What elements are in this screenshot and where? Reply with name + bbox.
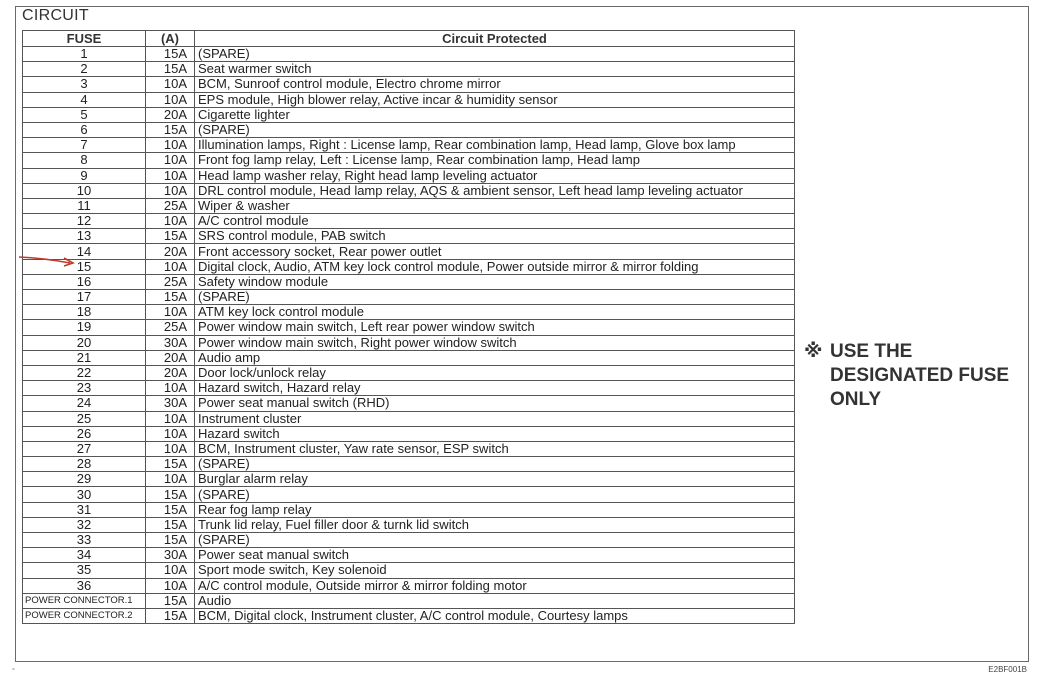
note-line-2: DESIGNATED FUSE xyxy=(830,365,1010,386)
fuse-cell: 28 xyxy=(23,457,146,472)
fuse-cell: 13 xyxy=(23,229,146,244)
amp-cell: 10A xyxy=(146,214,195,229)
column-header-amp: (A) xyxy=(146,31,195,47)
fuse-cell: 8 xyxy=(23,153,146,168)
table-row xyxy=(23,457,795,472)
table-row xyxy=(23,274,795,289)
table-row xyxy=(23,502,795,517)
amp-cell: 10A xyxy=(146,578,195,593)
circuit-cell: Rear fog lamp relay xyxy=(195,502,795,517)
fuse-cell: 27 xyxy=(23,441,146,456)
fuse-cell: 22 xyxy=(23,365,146,380)
fuse-cell: 6 xyxy=(23,122,146,137)
circuit-cell: (SPARE) xyxy=(195,457,795,472)
circuit-cell: Digital clock, Audio, ATM key lock control module, Power outside mirror & mirror folding xyxy=(195,259,795,274)
fuse-cell: 26 xyxy=(23,426,146,441)
circuit-cell: (SPARE) xyxy=(195,290,795,305)
circuit-cell: BCM, Digital clock, Instrument cluster, A/C control module, Courtesy lamps xyxy=(195,608,795,623)
circuit-cell: BCM, Instrument cluster, Yaw rate sensor, ESP switch xyxy=(195,441,795,456)
table-row xyxy=(23,62,795,77)
circuit-cell: BCM, Sunroof control module, Electro chrome mirror xyxy=(195,77,795,92)
table-row xyxy=(23,593,795,608)
amp-cell: 15A xyxy=(146,290,195,305)
table-row xyxy=(23,517,795,532)
table-row xyxy=(23,396,795,411)
circuit-cell: Audio amp xyxy=(195,350,795,365)
circuit-cell: Front fog lamp relay, Left : License lamp, Rear combination lamp, Head lamp xyxy=(195,153,795,168)
circuit-cell: Sport mode switch, Key solenoid xyxy=(195,563,795,578)
amp-cell: 10A xyxy=(146,92,195,107)
amp-cell: 10A xyxy=(146,138,195,153)
fuse-cell: 35 xyxy=(23,563,146,578)
circuit-cell: (SPARE) xyxy=(195,533,795,548)
amp-cell: 20A xyxy=(146,107,195,122)
figure-code: E2BF001B xyxy=(988,665,1027,674)
fuse-cell: 2 xyxy=(23,62,146,77)
circuit-cell: A/C control module, Outside mirror & mirror folding motor xyxy=(195,578,795,593)
circuit-cell: Audio xyxy=(195,593,795,608)
amp-cell: 15A xyxy=(146,608,195,623)
table-row xyxy=(23,441,795,456)
fuse-cell: 20 xyxy=(23,335,146,350)
table-row xyxy=(23,47,795,62)
circuit-cell: Illumination lamps, Right : License lamp, Rear combination lamp, Head lamp, Glove box lamp xyxy=(195,138,795,153)
amp-cell: 30A xyxy=(146,335,195,350)
circuit-cell: Power seat manual switch (RHD) xyxy=(195,396,795,411)
table-row xyxy=(23,214,795,229)
table-row xyxy=(23,290,795,305)
fuse-cell: 17 xyxy=(23,290,146,305)
fuse-cell: 10 xyxy=(23,183,146,198)
fuse-cell: 15 xyxy=(23,259,146,274)
circuit-cell: Front accessory socket, Rear power outlet xyxy=(195,244,795,259)
fuse-cell: 12 xyxy=(23,214,146,229)
table-row xyxy=(23,229,795,244)
circuit-cell: (SPARE) xyxy=(195,122,795,137)
amp-cell: 15A xyxy=(146,593,195,608)
table-row xyxy=(23,168,795,183)
amp-cell: 10A xyxy=(146,305,195,320)
circuit-cell: Burglar alarm relay xyxy=(195,472,795,487)
fuse-cell: 23 xyxy=(23,381,146,396)
fuse-cell: 18 xyxy=(23,305,146,320)
table-row xyxy=(23,381,795,396)
table-row xyxy=(23,578,795,593)
fuse-cell: 25 xyxy=(23,411,146,426)
fuse-cell: 33 xyxy=(23,533,146,548)
fuse-note xyxy=(804,340,1009,412)
column-header-fuse: FUSE xyxy=(23,31,146,47)
fuse-cell: 1 xyxy=(23,47,146,62)
circuit-cell: Power seat manual switch xyxy=(195,548,795,563)
fuse-cell: 19 xyxy=(23,320,146,335)
circuit-cell: Safety window module xyxy=(195,274,795,289)
table-row xyxy=(23,77,795,92)
table-row xyxy=(23,153,795,168)
table-row xyxy=(23,107,795,122)
amp-cell: 10A xyxy=(146,563,195,578)
fuse-cell: 5 xyxy=(23,107,146,122)
amp-cell: 10A xyxy=(146,472,195,487)
amp-cell: 15A xyxy=(146,122,195,137)
amp-cell: 10A xyxy=(146,411,195,426)
circuit-cell: A/C control module xyxy=(195,214,795,229)
fuse-cell: 11 xyxy=(23,198,146,213)
table-row xyxy=(23,138,795,153)
fuse-table xyxy=(22,30,795,624)
fuse-cell: 14 xyxy=(23,244,146,259)
fuse-cell: 24 xyxy=(23,396,146,411)
fuse-cell: 34 xyxy=(23,548,146,563)
amp-cell: 10A xyxy=(146,259,195,274)
fuse-cell: 36 xyxy=(23,578,146,593)
table-row xyxy=(23,335,795,350)
table-row xyxy=(23,92,795,107)
circuit-cell: (SPARE) xyxy=(195,487,795,502)
amp-cell: 30A xyxy=(146,396,195,411)
circuit-cell: Door lock/unlock relay xyxy=(195,365,795,380)
amp-cell: 15A xyxy=(146,517,195,532)
table-row xyxy=(23,487,795,502)
table-row xyxy=(23,350,795,365)
table-row xyxy=(23,198,795,213)
fuse-cell: POWER CONNECTOR.1 xyxy=(23,593,146,608)
circuit-cell: ATM key lock control module xyxy=(195,305,795,320)
table-row xyxy=(23,411,795,426)
amp-cell: 10A xyxy=(146,441,195,456)
fuse-cell: 3 xyxy=(23,77,146,92)
amp-cell: 25A xyxy=(146,320,195,335)
amp-cell: 15A xyxy=(146,533,195,548)
fuse-cell: 31 xyxy=(23,502,146,517)
table-header-row xyxy=(23,31,795,47)
amp-cell: 25A xyxy=(146,274,195,289)
amp-cell: 15A xyxy=(146,62,195,77)
amp-cell: 15A xyxy=(146,229,195,244)
table-row xyxy=(23,320,795,335)
amp-cell: 15A xyxy=(146,487,195,502)
circuit-cell: Cigarette lighter xyxy=(195,107,795,122)
circuit-cell: Head lamp washer relay, Right head lamp leveling actuator xyxy=(195,168,795,183)
table-row xyxy=(23,472,795,487)
amp-cell: 25A xyxy=(146,198,195,213)
table-row xyxy=(23,563,795,578)
amp-cell: 10A xyxy=(146,77,195,92)
circuit-cell: Wiper & washer xyxy=(195,198,795,213)
table-row xyxy=(23,259,795,274)
circuit-cell: Power window main switch, Right power window switch xyxy=(195,335,795,350)
circuit-cell: SRS control module, PAB switch xyxy=(195,229,795,244)
fuse-cell: 30 xyxy=(23,487,146,502)
table-row xyxy=(23,608,795,623)
table-row xyxy=(23,548,795,563)
amp-cell: 10A xyxy=(146,183,195,198)
fuse-cell: 29 xyxy=(23,472,146,487)
table-row xyxy=(23,183,795,198)
circuit-cell: (SPARE) xyxy=(195,47,795,62)
circuit-heading: CIRCUIT xyxy=(22,7,89,24)
fuse-cell: 9 xyxy=(23,168,146,183)
column-header-circuit: Circuit Protected xyxy=(195,31,795,47)
fuse-cell: 4 xyxy=(23,92,146,107)
amp-cell: 15A xyxy=(146,457,195,472)
note-line-3: ONLY xyxy=(830,389,882,410)
table-row xyxy=(23,365,795,380)
fuse-cell: 21 xyxy=(23,350,146,365)
note-line-1: ※ USE THE xyxy=(804,341,913,362)
table-row xyxy=(23,122,795,137)
table-row xyxy=(23,305,795,320)
circuit-cell: Hazard switch xyxy=(195,426,795,441)
amp-cell: 10A xyxy=(146,168,195,183)
table-row xyxy=(23,426,795,441)
reference-mark-icon: ※ xyxy=(804,341,823,362)
red-arrow-icon xyxy=(18,253,76,267)
circuit-cell: DRL control module, Head lamp relay, AQS & ambient sensor, Left head lamp leveling actuator xyxy=(195,183,795,198)
circuit-cell: Hazard switch, Hazard relay xyxy=(195,381,795,396)
amp-cell: 20A xyxy=(146,365,195,380)
amp-cell: 10A xyxy=(146,381,195,396)
amp-cell: 20A xyxy=(146,350,195,365)
amp-cell: 10A xyxy=(146,153,195,168)
fuse-cell: 7 xyxy=(23,138,146,153)
table-row xyxy=(23,244,795,259)
circuit-cell: Power window main switch, Left rear power window switch xyxy=(195,320,795,335)
fuse-cell: 16 xyxy=(23,274,146,289)
fuse-cell: POWER CONNECTOR.2 xyxy=(23,608,146,623)
amp-cell: 20A xyxy=(146,244,195,259)
amp-cell: 15A xyxy=(146,47,195,62)
amp-cell: 30A xyxy=(146,548,195,563)
amp-cell: 15A xyxy=(146,502,195,517)
circuit-cell: Seat warmer switch xyxy=(195,62,795,77)
amp-cell: 10A xyxy=(146,426,195,441)
circuit-cell: EPS module, High blower relay, Active incar & humidity sensor xyxy=(195,92,795,107)
fuse-cell: 32 xyxy=(23,517,146,532)
circuit-cell: Trunk lid relay, Fuel filler door & turnk lid switch xyxy=(195,517,795,532)
circuit-cell: Instrument cluster xyxy=(195,411,795,426)
table-row xyxy=(23,533,795,548)
corner-mark: ° xyxy=(12,668,15,675)
